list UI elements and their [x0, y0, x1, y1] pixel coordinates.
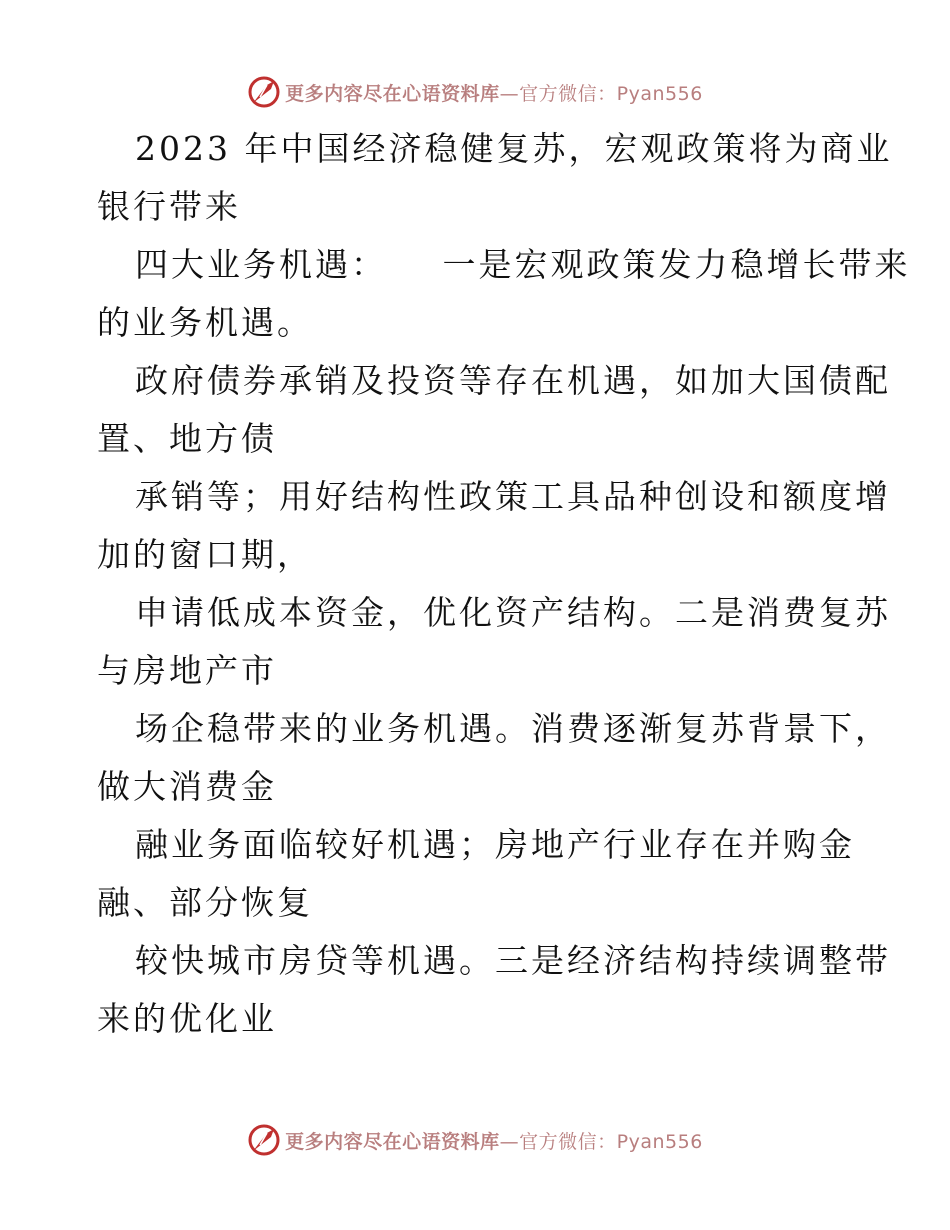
header-banner-text: [285, 79, 703, 106]
footer-banner-text: [285, 1127, 703, 1154]
paragraph-line: 2023 年中国经济稳健复苏，宏观政策将为商业: [135, 129, 893, 168]
paragraph-line: 置、地方债: [97, 419, 277, 458]
paragraph: [97, 932, 891, 1048]
header-banner-sep: —: [499, 82, 520, 105]
paragraph-line: 加的窗口期，: [97, 535, 313, 574]
document-body: [97, 120, 911, 1048]
paragraph: [97, 584, 891, 700]
footer-banner: [0, 1120, 950, 1160]
paragraph-line: 与房地产市: [97, 651, 277, 690]
footer-banner-sep: —: [499, 1130, 520, 1153]
paragraph-line: 融、部分恢复: [97, 883, 313, 922]
footer-banner-main: 更多内容尽在心语资料库: [285, 1130, 500, 1153]
paragraph-line: 承销等；用好结构性政策工具品种创设和额度增: [135, 477, 891, 516]
paragraph-line: 融业务面临较好机遇；房地产行业存在并购金: [135, 825, 855, 864]
quill-pen-logo-icon: [247, 75, 281, 109]
paragraph-line: 较快城市房贷等机遇。三是经济结构持续调整带: [135, 941, 891, 980]
paragraph: [97, 700, 891, 816]
header-banner-contact: 官方微信：Pyan556: [519, 82, 703, 105]
paragraph-line: 的业务机遇。: [97, 303, 313, 342]
paragraph: [97, 816, 857, 932]
header-banner-main: 更多内容尽在心语资料库: [285, 82, 500, 105]
paragraph-line: 政府债券承销及投资等存在机遇，如加大国债配: [135, 361, 891, 400]
paragraph: [97, 352, 891, 468]
paragraph-line: 场企稳带来的业务机遇。消费逐渐复苏背景下，: [135, 709, 891, 748]
footer-banner-contact: 官方微信：Pyan556: [519, 1130, 703, 1153]
header-banner: [0, 72, 950, 112]
paragraph-line: 银行带来: [97, 187, 241, 226]
paragraph-line: 四大业务机遇： 一是宏观政策发力稳增长带来: [135, 245, 911, 284]
paragraph-line: 来的优化业: [97, 999, 277, 1038]
paragraph-line: 做大消费金: [97, 767, 277, 806]
paragraph-line: 申请低成本资金，优化资产结构。二是消费复苏: [135, 593, 891, 632]
paragraph: [97, 120, 893, 236]
quill-pen-logo-icon: [247, 1123, 281, 1157]
paragraph: [97, 468, 891, 584]
paragraph: [97, 236, 911, 352]
